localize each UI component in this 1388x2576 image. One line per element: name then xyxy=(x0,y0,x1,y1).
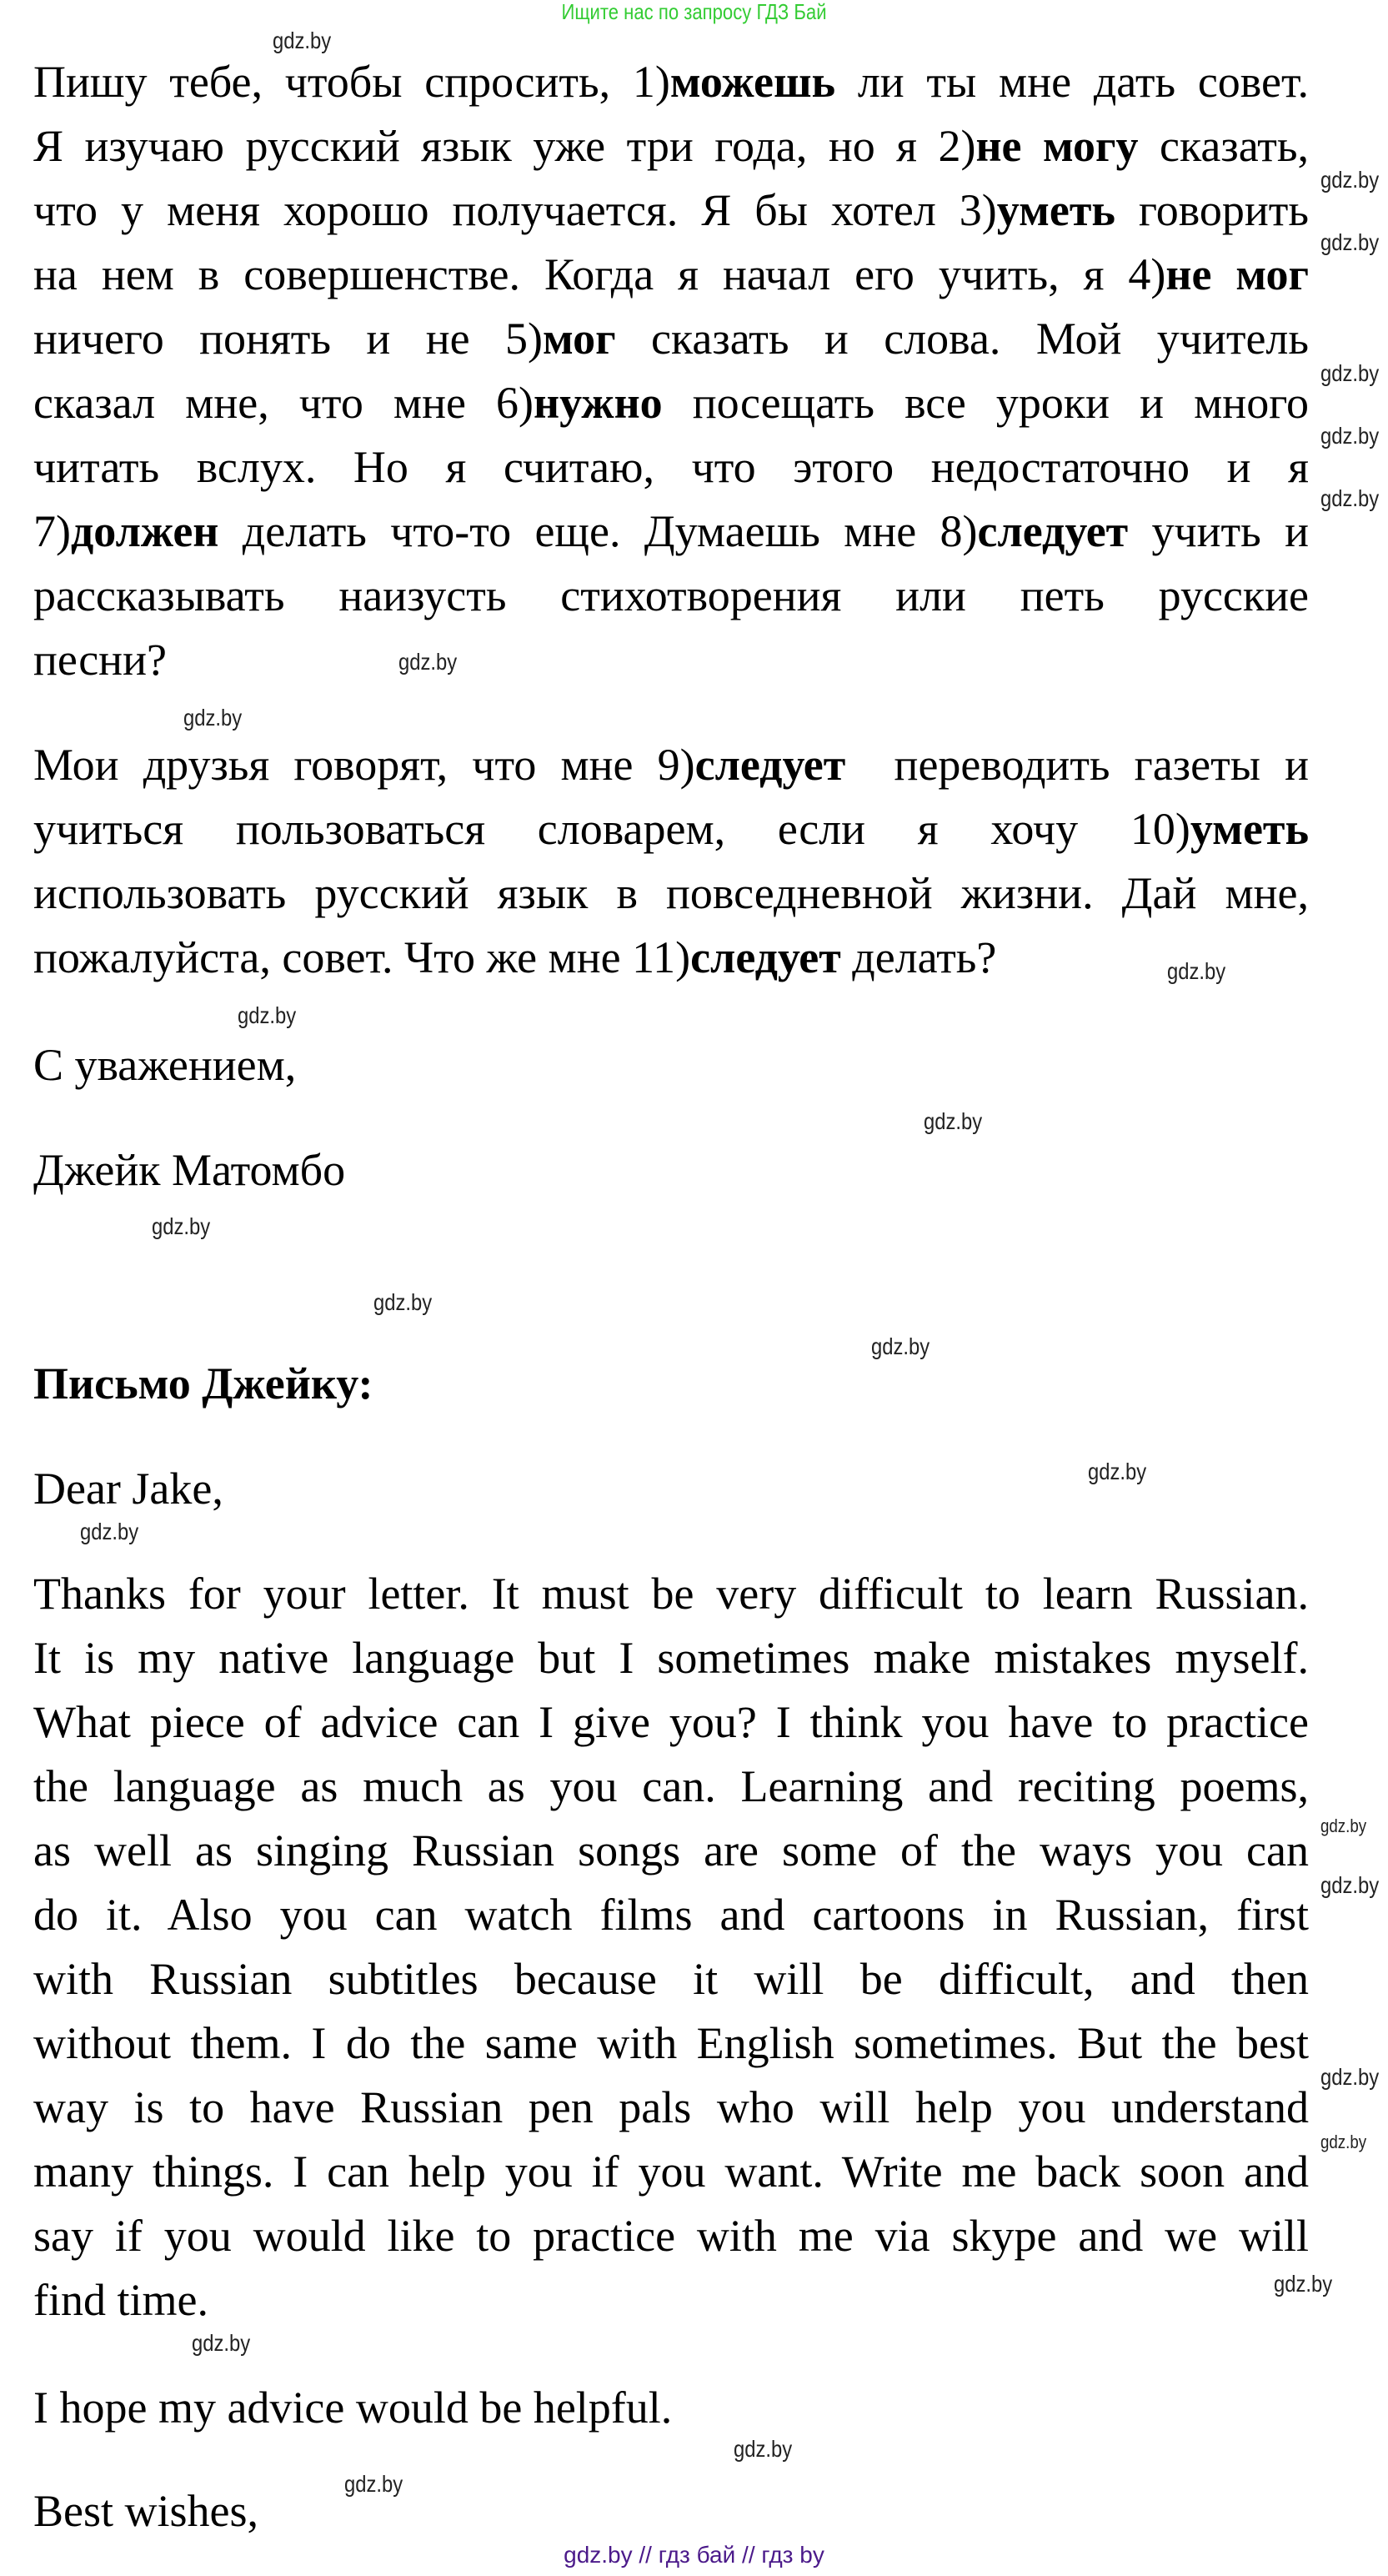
bold-answer: следует xyxy=(694,740,846,790)
text-line xyxy=(33,1626,1309,1690)
text-line xyxy=(33,2204,1309,2268)
text-segment: do it. Also you can watch films and cartoons in Russian, first xyxy=(33,1890,1309,1940)
watermark: gdz.by xyxy=(80,1519,139,1544)
bold-answer: следует xyxy=(977,506,1129,556)
text-segment: What piece of advice can I give you? I think you have to practice xyxy=(33,1697,1309,1747)
watermark: gdz.by xyxy=(238,1002,297,1028)
text-segment: Thanks for your letter. It must be very difficult to learn Russian. xyxy=(33,1569,1309,1619)
text-segment: сказал мне, что мне 6) xyxy=(33,378,534,428)
watermark: gdz.by xyxy=(1320,2064,1380,2090)
watermark: gdz.by xyxy=(1088,1459,1147,1484)
watermark: gdz.by xyxy=(924,1108,983,1134)
footer-links[interactable]: gdz.by // гдз бай // гдз by xyxy=(564,2542,824,2568)
watermark: gdz.by xyxy=(398,649,458,675)
bold-answer: не могу xyxy=(975,121,1139,171)
text-line xyxy=(33,1755,1309,1819)
text-segment: with Russian subtitles because it will be difficult, and then xyxy=(33,1954,1309,2004)
text-line xyxy=(33,861,1309,926)
watermark: gdz.by xyxy=(1320,423,1380,449)
text-segment: way is to have Russian pen pals who will help you understand xyxy=(33,2082,1309,2132)
text-segment: сказать и слова. Мой учитель xyxy=(615,314,1310,364)
text-segment: many things. I can help you if you want. Write me back soon and xyxy=(33,2147,1309,2197)
text-line xyxy=(33,500,1309,564)
watermark: gdz.by xyxy=(734,2436,793,2462)
bold-answer: следует xyxy=(690,932,841,982)
text-segment: сказать, xyxy=(1138,121,1309,171)
text-segment: It is my native language but I sometimes make mistakes myself. xyxy=(33,1633,1309,1683)
reply-heading: Письмо Джейку: xyxy=(33,1358,373,1409)
text-segment: 7) xyxy=(33,506,71,556)
text-segment: Мои друзья говорят, что мне 9) xyxy=(33,740,695,790)
text-segment: ли ты мне дать совет. xyxy=(835,57,1309,107)
text-line xyxy=(33,1819,1309,1883)
text-segment: делать? xyxy=(840,932,997,982)
bold-answer: можешь xyxy=(669,57,836,107)
text-segment: find time. xyxy=(33,2275,208,2325)
text-segment: говорить xyxy=(1115,185,1309,235)
watermark: gdz.by xyxy=(373,1289,433,1315)
watermark: gdz.by xyxy=(1320,1815,1367,1836)
text-line xyxy=(33,2140,1309,2204)
reply-greeting: Dear Jake, xyxy=(33,1464,223,1514)
watermark: gdz.by xyxy=(871,1333,930,1359)
text-segment: пожалуйста, совет. Что же мне 11) xyxy=(33,932,691,982)
text-line xyxy=(33,243,1309,307)
text-segment: Пишу тебе, чтобы спросить, 1) xyxy=(33,57,670,107)
text-line xyxy=(33,564,1309,628)
text-line xyxy=(33,1947,1309,2011)
text-line xyxy=(33,628,1309,692)
text-segment: посещать все уроки и много xyxy=(662,378,1309,428)
watermark: gdz.by xyxy=(1320,229,1380,255)
watermark: gdz.by xyxy=(1274,2271,1333,2297)
text-segment: without them. I do the same with English sometimes. But the best xyxy=(33,2018,1309,2068)
letter-paragraph-1 xyxy=(33,50,1309,692)
text-line xyxy=(33,2076,1309,2140)
text-segment: say if you would like to practice with me via skype and we will xyxy=(33,2211,1309,2261)
text-segment: рассказывать наизусть стихотворения или петь русские xyxy=(33,570,1309,620)
text-segment: the language as much as you can. Learning and reciting poems, xyxy=(33,1761,1309,1811)
watermark: gdz.by xyxy=(1320,2132,1367,2152)
bold-answer: нужно xyxy=(534,378,663,428)
text-line xyxy=(33,797,1309,861)
text-segment: использовать русский язык в повседневной жизни. Дай мне, xyxy=(33,868,1309,918)
watermark: gdz.by xyxy=(152,1213,211,1239)
reply-closing: Best wishes, xyxy=(33,2486,258,2536)
text-line xyxy=(33,1690,1309,1755)
text-line xyxy=(33,1883,1309,1947)
watermark: gdz.by xyxy=(192,2330,251,2356)
watermark: gdz.by xyxy=(1320,360,1380,386)
text-line xyxy=(33,178,1309,243)
letter-paragraph-2 xyxy=(33,733,1309,990)
reply-paragraph-1 xyxy=(33,1562,1309,2332)
text-segment: на нем в совершенстве. Когда я начал его учить, я 4) xyxy=(33,249,1166,299)
watermark: gdz.by xyxy=(1167,958,1226,984)
text-segment: as well as singing Russian songs are some of the ways you can xyxy=(33,1825,1309,1876)
text-line xyxy=(33,2011,1309,2076)
text-segment: песни? xyxy=(33,635,167,685)
text-segment: переводить газеты и xyxy=(845,740,1309,790)
text-line xyxy=(33,435,1309,500)
watermark: gdz.by xyxy=(1320,485,1380,511)
text-segment: учить и xyxy=(1128,506,1309,556)
top-banner-link[interactable]: Ищите нас по запросу ГДЗ Бай xyxy=(561,0,827,24)
bold-answer: уметь xyxy=(996,185,1115,235)
bold-answer: мог xyxy=(543,314,616,364)
text-line xyxy=(33,733,1309,797)
bold-answer: уметь xyxy=(1190,804,1309,854)
watermark: gdz.by xyxy=(273,28,332,53)
watermark: gdz.by xyxy=(1320,1872,1380,1898)
reply-paragraph-2: I hope my advice would be helpful. xyxy=(33,2383,673,2433)
watermark: gdz.by xyxy=(344,2471,403,2497)
letter-signature: Джейк Матомбо xyxy=(33,1145,346,1195)
text-segment: что у меня хорошо получается. Я бы хотел 3) xyxy=(33,185,997,235)
text-line xyxy=(33,2268,1309,2332)
text-line xyxy=(33,371,1309,435)
text-line xyxy=(33,926,1309,990)
watermark: gdz.by xyxy=(1320,167,1380,193)
text-segment: ничего понять и не 5) xyxy=(33,314,544,364)
bold-answer: не мог xyxy=(1165,249,1309,299)
text-segment: читать вслух. Но я считаю, что этого недостаточно и я xyxy=(33,442,1309,492)
text-line xyxy=(33,1562,1309,1626)
text-line xyxy=(33,50,1309,114)
text-segment: Я изучаю русский язык уже три года, но я 2) xyxy=(33,121,976,171)
bold-answer: должен xyxy=(70,506,219,556)
text-line xyxy=(33,114,1309,178)
text-segment: делать что-то еще. Думаешь мне 8) xyxy=(218,506,978,556)
letter-closing: С уважением, xyxy=(33,1040,297,1090)
text-segment: учиться пользоваться словарем, если я хочу 10) xyxy=(33,804,1190,854)
watermark: gdz.by xyxy=(183,705,243,731)
text-line xyxy=(33,307,1309,371)
